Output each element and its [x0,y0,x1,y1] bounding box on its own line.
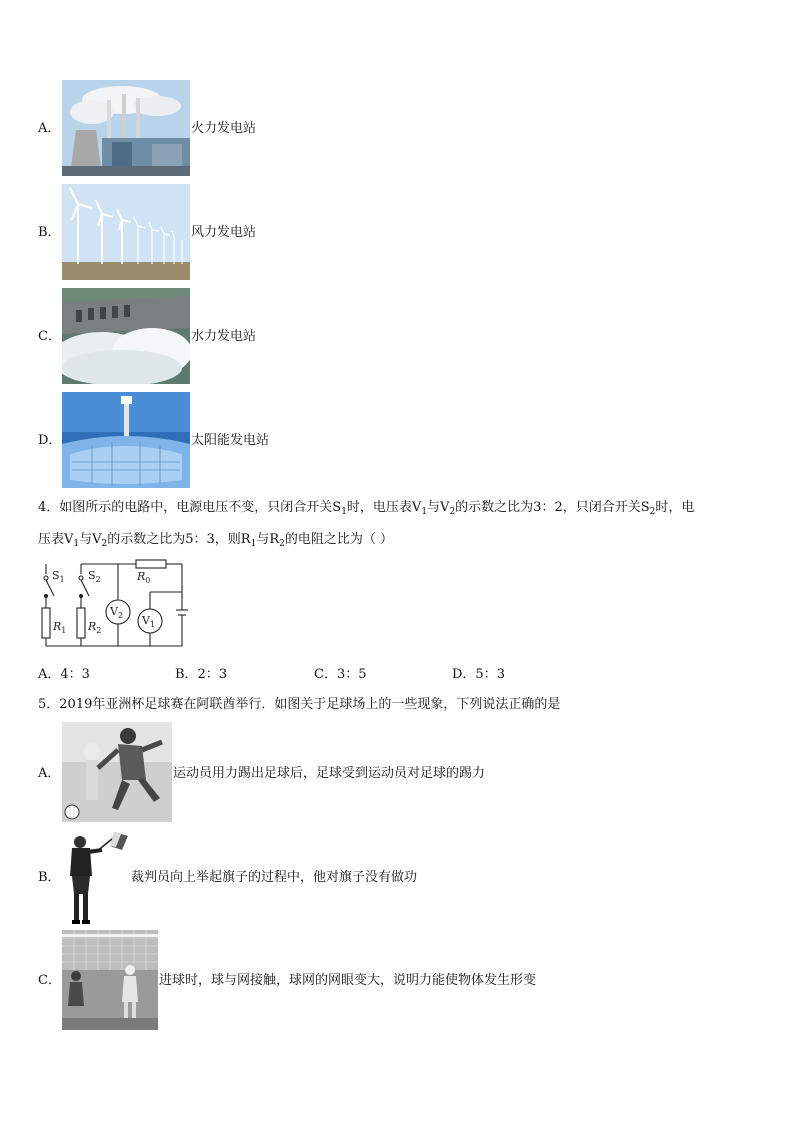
resistor-r1 [42,608,50,638]
option-text: 进球时，球与网接触，球网的网眼变大，说明力能使物体发生形变 [159,973,537,988]
question-number: 4． [38,500,60,515]
option-text: 裁判员向上举起旗子的过程中，他对旗子没有做功 [131,870,418,885]
option-letter: A． [38,766,61,781]
option-letter: A． [38,121,61,136]
resistor-r0 [136,560,166,568]
resistor-r2 [77,608,85,638]
wind-farm-photo [62,184,190,280]
solar-tower-photo [62,392,190,488]
q4-circuit-diagram [36,558,188,652]
q4-stem-line2: 压表$V_1$与$V_2$的示数之比为5：3，则$R_1$与$R_2$的电阻之比为（ ） [38,532,393,549]
option-letter: D． [38,433,62,448]
hydro-dam-photo [62,288,190,384]
choice-d[interactable]: D．5：3 [452,667,505,682]
q4-stem-line1: 4．如图所示的电路中，电源电压不变，只闭合开关$S_1$时，电压表$V_1$与$V_2$的示数之比为3：2，只闭合开关$S_2$时，电 [38,500,695,517]
soccer-player-kick-photo [62,722,172,822]
label-r2: $R_2$ [88,620,102,635]
thermal-power-plant-photo [62,80,190,176]
label-r1: $R_1$ [53,620,67,635]
q5-stem: 5．2019年亚洲杯足球赛在阿联酋举行．如图关于足球场上的一些现象，下列说法正确的是 [38,697,561,712]
option-text: 水力发电站 [191,329,257,344]
choice-a[interactable]: A．4：3 [38,667,90,682]
option-letter: C． [38,973,61,988]
label-v1: $V_1$ [142,614,156,629]
option-text: 太阳能发电站 [191,433,270,448]
question-number: 5． [38,697,60,712]
choice-c[interactable]: C．3：5 [314,667,367,682]
option-text: 风力发电站 [191,225,257,240]
option-letter: B． [38,225,61,240]
goal-net-photo [62,930,158,1030]
label-v2: $V_2$ [110,605,124,620]
choice-b[interactable]: B．2：3 [175,667,228,682]
referee-flag-photo [62,828,130,926]
label-r0: $R_0$ [137,570,151,585]
option-text: 火力发电站 [191,121,257,136]
label-s1: $S_1$ [52,569,65,584]
option-letter: C． [38,329,61,344]
label-s2: $S_2$ [88,569,101,584]
option-letter: B． [38,870,61,885]
option-text: 运动员用力踢出足球后，足球受到运动员对足球的踢力 [173,766,486,781]
